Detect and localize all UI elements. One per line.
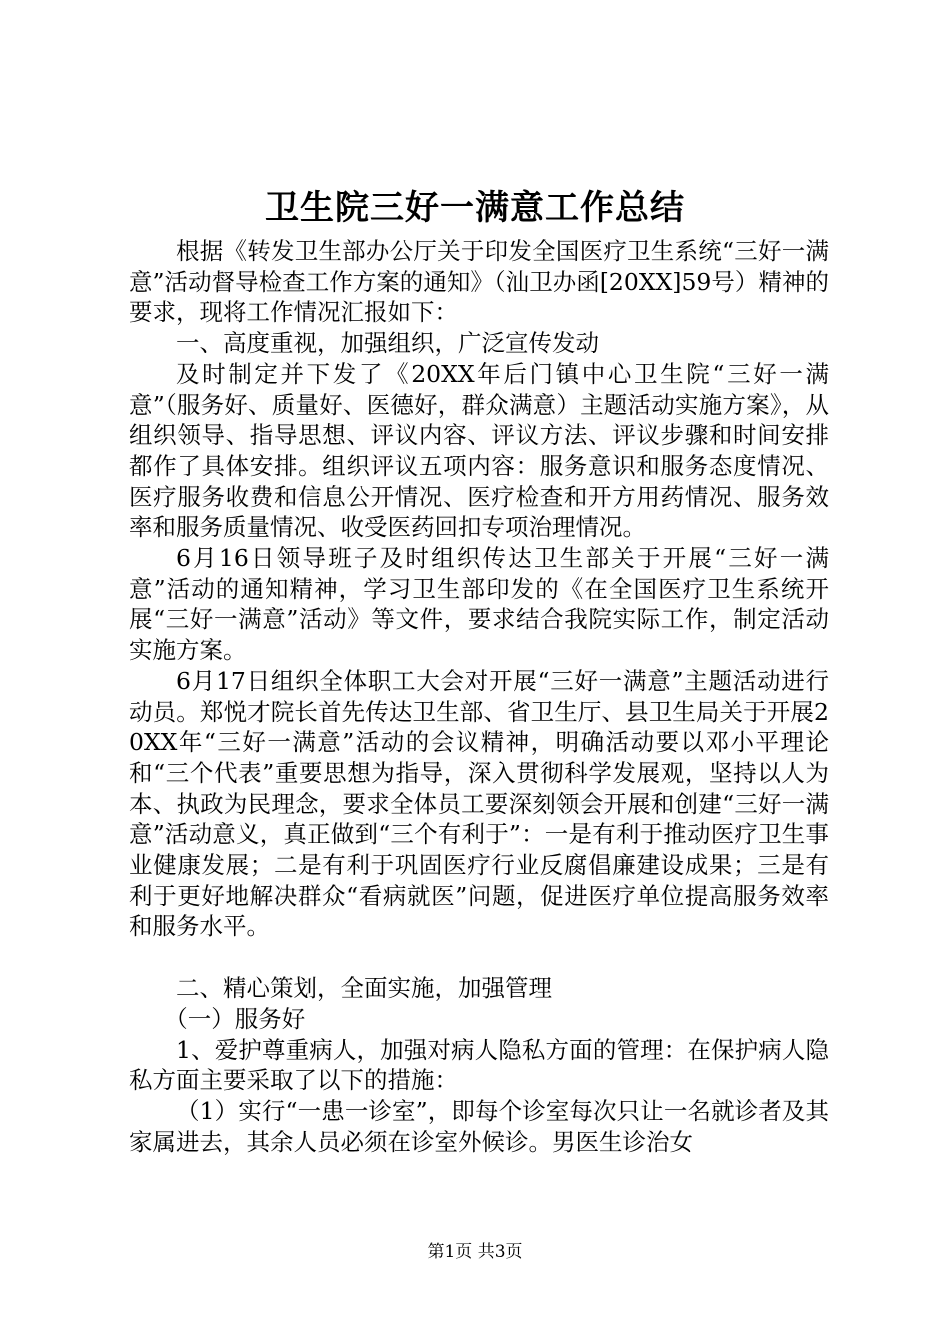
document-title: 卫生院三好一满意工作总结 (265, 188, 685, 228)
body-paragraph-3: 6月16日领导班子及时组织传达卫生部关于开展“三好一满意”活动的通知精神，学习卫生部印发的《在全国医疗卫生系统开展“三好一满意”活动》等文件，要求结合我院实际工作，制定活动实施方案。 (129, 544, 829, 665)
body-paragraph-6: （1）实行“一患一诊室”，即每个诊室每次只让一名就诊者及其家属进去，其余人员必须在诊室外候诊。男医生诊治女 (129, 1096, 829, 1156)
subsection-heading: （一）服务好 (164, 1004, 306, 1033)
section-heading-1: 一、高度重视，加强组织，广泛宣传发动 (176, 329, 599, 358)
intro-paragraph: 根据《转发卫生部办公厅关于印发全国医疗卫生系统“三好一满意”活动督导检查工作方案的通知》（汕卫办函[20XX]59号）精神的要求，现将工作情况汇报如下： (129, 237, 829, 327)
page-footer: 第1页 共3页 (427, 1242, 523, 1262)
section-heading-2: 二、精心策划，全面实施，加强管理 (176, 974, 552, 1003)
document-body (129, 236, 829, 1157)
paragraph-gap (129, 942, 829, 973)
body-paragraph-4: 6月17日组织全体职工大会对开展“三好一满意”主题活动进行动员。郑悦才院长首先传达卫生部、省卫生厅、县卫生局关于开展20XX年“三好一满意”活动的会议精神，明确活动要以邓小平理论和“三个代表”重要思想为指导，深入贯彻科学发展观，坚持以人为本、执政为民理念，要求全体员工要深刻领会开展和创建“三好一满意”活动意义，真正做到“三个有利于”：一是有利于推动医疗卫生事业健康发展；二是有利于巩固医疗行业反腐倡廉建设成果；三是有利于更好地解决群众“看病就医”问题，促进医疗单位提高服务效率和服务水平。 (129, 666, 829, 941)
body-paragraph-5: 1、爱护尊重病人，加强对病人隐私方面的管理：在保护病人隐私方面主要采取了以下的措施： (129, 1035, 829, 1095)
body-paragraph-2: 及时制定并下发了《20XX年后门镇中心卫生院“三好一满意”（服务好、质量好、医德好，群众满意）主题活动实施方案》，从组织领导、指导思想、评议内容、评议方法、评议步骤和时间安排都作了具体安排。组织评议五项内容：服务意识和服务态度情况、医疗服务收费和信息公开情况、医疗检查和开方用药情况、服务效率和服务质量情况、收受医药回扣专项治理情况。 (129, 359, 829, 542)
